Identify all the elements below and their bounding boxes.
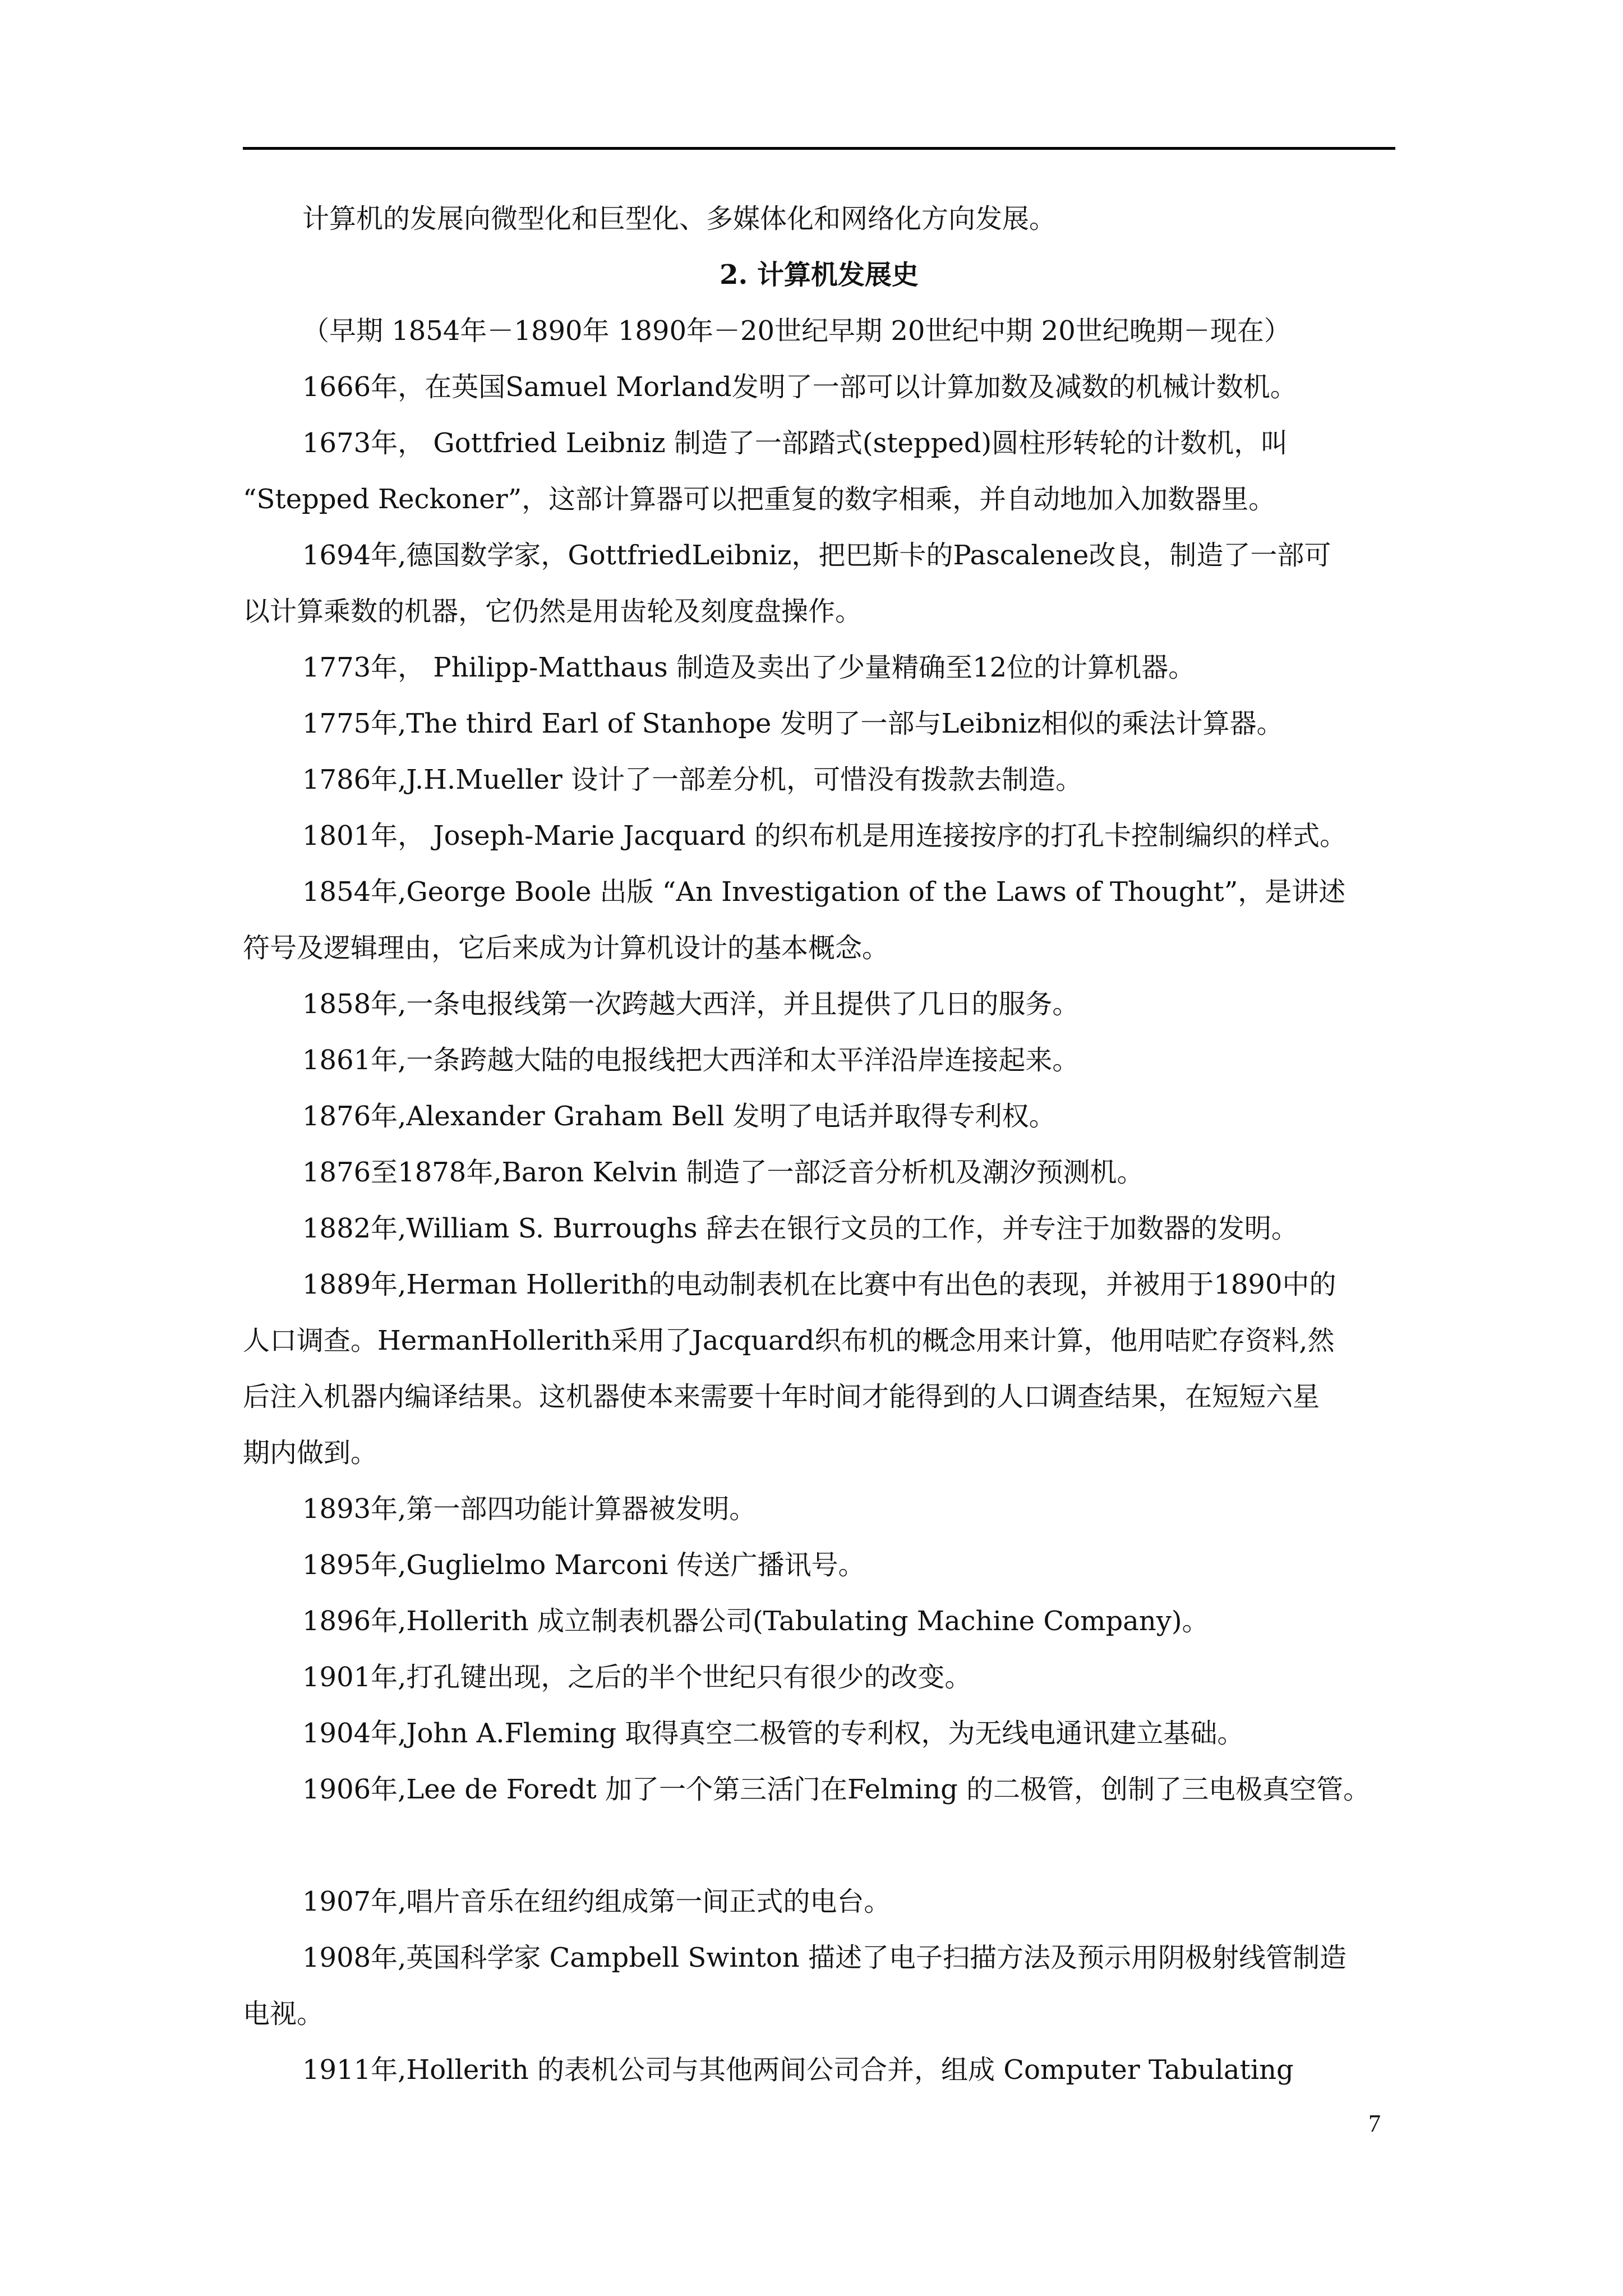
entry-first-line: 1889年,Herman Hollerith的电动制表机在比赛中有出色的表现，并被用于1890中的 bbox=[302, 1269, 1336, 1300]
header-rule bbox=[243, 147, 1395, 150]
timeline-entries-continued bbox=[243, 1874, 1395, 2098]
timeline-entry bbox=[243, 696, 1395, 752]
timeline-entry bbox=[243, 976, 1395, 1032]
timeline-entry bbox=[243, 639, 1395, 696]
timeline-entry bbox=[243, 1649, 1395, 1705]
entry-first-line: 1896年,Hollerith 成立制表机器公司(Tabulating Machine Company)。 bbox=[302, 1605, 1209, 1637]
timeline-entry bbox=[243, 1088, 1395, 1144]
entry-first-line: 1673年， Gottfried Leibniz 制造了一部踏式(stepped)圆柱形转轮的计数机，叫 bbox=[302, 427, 1288, 459]
entry-first-line: 1854年,George Boole 出版 “An Investigation of the Laws of Thought”，是讲述 bbox=[302, 876, 1346, 908]
timeline-entry bbox=[243, 1874, 1395, 1930]
entry-first-line: 1786年,J.H.Mueller 设计了一部差分机，可惜没有拨款去制造。 bbox=[302, 764, 1083, 795]
timeline-entry bbox=[243, 359, 1395, 415]
timeline-entry bbox=[243, 1481, 1395, 1537]
intro-paragraph: 计算机的发展向微型化和巨型化、多媒体化和网络化方向发展。 bbox=[302, 203, 1057, 234]
entry-first-line: 1876至1878年,Baron Kelvin 制造了一部泛音分析机及潮汐预测机。 bbox=[302, 1157, 1144, 1188]
entry-first-line: 1907年,唱片音乐在纽约组成第一间正式的电台。 bbox=[302, 1886, 891, 1917]
timeline-entry bbox=[243, 415, 1395, 527]
entry-first-line: 1775年,The third Earl of Stanhope 发明了一部与Leibniz相似的乘法计算器。 bbox=[302, 708, 1284, 739]
entry-continuation-line: 以计算乘数的机器，它仍然是用齿轮及刻度盘操作。 bbox=[243, 596, 863, 627]
entry-continuation-line: 期内做到。 bbox=[243, 1437, 378, 1469]
entry-first-line: 1876年,Alexander Graham Bell 发明了电话并取得专利权。 bbox=[302, 1101, 1056, 1132]
entry-continuation-line: “Stepped Reckoner”，这部计算器可以把重复的数字相乘，并自动地加入加数器里。 bbox=[243, 484, 1276, 515]
timeline-entry bbox=[243, 1257, 1395, 1481]
entry-first-line: 1773年， Philipp-Matthaus 制造及卖出了少量精确至12位的计算机器。 bbox=[302, 652, 1196, 683]
timeline-entry bbox=[243, 1705, 1395, 1761]
timeline-entry bbox=[243, 1593, 1395, 1649]
timeline-entry bbox=[243, 2042, 1395, 2098]
timeline-entry bbox=[243, 527, 1395, 639]
page-number: 7 bbox=[1368, 2110, 1381, 2137]
entry-first-line: 1906年,Lee de Foredt 加了一个第三活门在Felming 的二极管，创制了三电极真空管。 bbox=[302, 1774, 1371, 1805]
entry-first-line: 1666年，在英国Samuel Morland发明了一部可以计算加数及减数的机械计数机。 bbox=[302, 371, 1297, 403]
entry-continuation-line: 电视。 bbox=[243, 1998, 324, 2030]
timeline-entry bbox=[243, 1537, 1395, 1593]
timeline-entry bbox=[243, 1144, 1395, 1200]
section-gap bbox=[243, 1818, 1395, 1874]
entry-continuation-line: 符号及逻辑理由，它后来成为计算机设计的基本概念。 bbox=[243, 932, 889, 964]
entry-first-line: 1895年,Guglielmo Marconi 传送广播讯号。 bbox=[302, 1549, 865, 1581]
entry-first-line: 1901年,打孔键出现，之后的半个世纪只有很少的改变。 bbox=[302, 1662, 972, 1693]
timeline-entries bbox=[243, 359, 1395, 1818]
section-heading: 2. 计算机发展史 bbox=[720, 259, 919, 291]
entry-continuation-line: 人口调查。HermanHollerith采用了Jacquard织布机的概念用来计算，他用咭贮存资料,然 bbox=[243, 1325, 1335, 1356]
timeline-entry bbox=[243, 808, 1395, 864]
entry-first-line: 1801年， Joseph-Marie Jacquard 的织布机是用连接按序的打孔卡控制编织的样式。 bbox=[302, 820, 1347, 852]
timeline-entry bbox=[243, 1930, 1395, 2042]
timeline-entry bbox=[243, 1032, 1395, 1088]
timeline-entry bbox=[243, 1200, 1395, 1257]
timeline-entry bbox=[243, 1761, 1395, 1818]
entry-first-line: 1861年,一条跨越大陆的电报线把大西洋和太平洋沿岸连接起来。 bbox=[302, 1045, 1080, 1076]
timeline-entry bbox=[243, 864, 1395, 976]
entry-first-line: 1858年,一条电报线第一次跨越大西洋，并且提供了几日的服务。 bbox=[302, 988, 1080, 1020]
period-note: （早期 1854年－1890年 1890年－20世纪早期 20世纪中期 20世纪晚期－现在） bbox=[302, 315, 1291, 347]
entry-first-line: 1694年,德国数学家，GottfriedLeibniz，把巴斯卡的Pascalene改良，制造了一部可 bbox=[302, 540, 1331, 571]
entry-first-line: 1882年,William S. Burroughs 辞去在银行文员的工作，并专注于加数器的发明。 bbox=[302, 1213, 1298, 1244]
entry-first-line: 1908年,英国科学家 Campbell Swinton 描述了电子扫描方法及预示用阴极射线管制造 bbox=[302, 1942, 1347, 1973]
entry-first-line: 1893年,第一部四功能计算器被发明。 bbox=[302, 1493, 757, 1525]
entry-first-line: 1911年,Hollerith 的表机公司与其他两间公司合并，组成 Computer Tabulating bbox=[302, 2054, 1294, 2086]
entry-continuation-line: 后注入机器内编译结果。这机器使本来需要十年时间才能得到的人口调查结果，在短短六星 bbox=[243, 1381, 1320, 1412]
entry-first-line: 1904年,John A.Fleming 取得真空二极管的专利权，为无线电通讯建立基础。 bbox=[302, 1718, 1244, 1749]
page-content bbox=[243, 191, 1395, 2098]
timeline-entry bbox=[243, 752, 1395, 808]
